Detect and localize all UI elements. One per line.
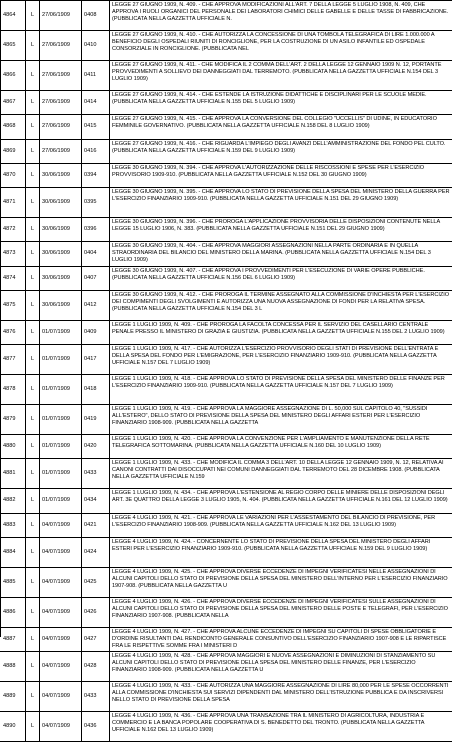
entry-description: LEGGE 4 LUGLIO 1909, N. 428. - CHE APPROVA MAGGIORI E NUOVE ASSEGNAZIONI E DIMINUZIONI DI STANZIAMENTO SU ALCUNI CAPITOLI DELLO STATO DI PREVISIONE DELLA SPESA DEL MINISTERO DELLE FINANZE, PER L'ESERCIZIO FINANZIARIO 1908-909. (PUBBLICATA NELLA GAZZETTA U [112, 653, 436, 673]
entry-code: 0395 [82, 188, 110, 217]
entry-description: LEGGE 1 LUGLIO 1909, N. 409. - CHE PROROGA LA FACOLTA CONCESSA PER IL SERVIZIO DEL CASELLARIO CENTRALE PENALE PRESSO IL MINISTERO DI GRAZIA E GIUSTIZIA. (PUBBLICATA NELLA GAZZETTA UFFICIALE N.155 DEL 2 LUGLIO 1909) [112, 321, 445, 335]
entry-number: 4878 [0, 375, 26, 404]
entry-date: 27/06/1909 [40, 1, 82, 30]
entry-code: 0396 [82, 218, 110, 241]
entry-code: 0426 [82, 598, 110, 627]
entry-number: 4880 [0, 435, 26, 458]
entry-date: 04/07/1909 [40, 682, 82, 711]
entry-date: 01/07/1909 [40, 345, 82, 374]
entry-date: 30/06/1909 [40, 188, 82, 217]
entry-type: L [26, 652, 40, 681]
entry-type: L [26, 164, 40, 187]
entry-code: 0416 [82, 140, 110, 163]
table-row [0, 140, 452, 164]
entry-type: L [26, 345, 40, 374]
entry-date: 30/06/1909 [40, 242, 82, 265]
table-row [0, 405, 452, 435]
entry-type: L [26, 321, 40, 344]
entry-description: LEGGE 30 GIUGNO 1909, N. 396. - CHE PROROGA L'APPLICAZIONE PROVVISORIA DELLE DISPOSIZIONI CONTENUTE NELLA LEGGE 15 LUGLIO 1906, N. 383. (PUBBLICATA NELLA GAZZETTA UFFICIALE N.151 DEL 29 GIUGNO 1909) [112, 219, 440, 232]
table-row [0, 345, 452, 375]
table-row [0, 1, 452, 31]
entry-type: L [26, 115, 40, 138]
entry-type: L [26, 291, 40, 320]
table-row [0, 652, 452, 682]
table-row [0, 712, 452, 742]
entry-date: 01/07/1909 [40, 375, 82, 404]
entry-number: 4889 [0, 682, 26, 711]
entry-code: 0415 [82, 115, 110, 138]
entry-code: 0414 [82, 91, 110, 114]
entry-date: 30/06/1909 [40, 267, 82, 290]
entry-number: 4882 [0, 489, 26, 512]
entry-type: L [26, 242, 40, 265]
entry-number: 4879 [0, 405, 26, 434]
entry-type: L [26, 712, 40, 741]
table-row [0, 115, 452, 139]
entry-number: 4868 [0, 115, 26, 138]
table-row [0, 267, 452, 291]
entry-date: 30/06/1909 [40, 291, 82, 320]
table-body [0, 1, 452, 742]
entry-date: 27/06/1909 [40, 115, 82, 138]
table-row [0, 435, 452, 459]
entry-description: LEGGE 27 GIUGNO 1909, N. 414. - CHE ESTENDE LA ISTRUZIONE DIDATTICHE E DISCIPLINARI PER LE SCUOLE MEDIE. (PUBBLICATA NELLA GAZZETTA UFFICIALE N.155 DEL 5 LUGLIO 1909) [112, 92, 427, 105]
entry-number: 4877 [0, 345, 26, 374]
entry-description: LEGGE 27 GIUGNO 1909, N. 409. - CHE APPROVA MODIFICAZIONI ALL'ART. 7 DELLA LEGGE 5 LUGLIO 1908, N. 409, CHE APPROVA I RUOLI ORGANICI DEL PERSONALE DEI LABORATORI CHIMICI DELLE GABELLE E DELLE TASSE DI FABBRICAZIONE. (PUBBLICATA NELLA GAZZETTA UFFICIALE N. [112, 2, 449, 22]
entry-description: LEGGE 1 LUGLIO 1909, N. 420. - CHE APPROVA LA CONVENZIONE PER L'AMPLIAMENTO E MANUTENZIONE DELLA RETE TELEGRAFICA SOTTOMARINA. (PUBBLICATA NELLA GAZZETTA UFFICIALE N.160 DEL 10 LUGLIO 1909) [112, 436, 430, 449]
entry-code: 0433 [82, 682, 110, 711]
entry-code: 0433 [82, 459, 110, 488]
entry-date: 04/07/1909 [40, 652, 82, 681]
entry-number: 4869 [0, 140, 26, 163]
table-row [0, 188, 452, 218]
entry-description: LEGGE 27 GIUGNO 1909, N. 411. - CHE MODIFICA IL 2 COMMA DELL'ART. 2 DELLA LEGGE 12 GENNAIO 1909 N. 12, PORTANTE PROVVEDIMENTI A SOLLIEVO DEI DANNEGGIATI DAL TERREMOTO. (PUBBLICATA NELLA GAZZETTA UFFICIALE N.154 DEL 3 LUGLIO 1909) [112, 62, 442, 82]
entry-description: LEGGE 30 GIUGNO 1909, N. 404. - CHE APPROVA MAGGIORI ASSEGNAZIONI NELLA PARTE ORDINARIA E IN QUELLA STRAORDINARIA DEL BILANCIO DEL MINISTERO DELLA MARINA. (PUBBLICATA NELLA GAZZETTA UFFICIALE N.154 DEL 3 LUGLIO 1909) [112, 243, 431, 264]
entry-description: LEGGE 4 LUGLIO 1909, N. 427. - CHE APPROVA ALCUNE ECCEDENZE DI IMPEGNI SU CAPITOLI DI SPESE OBBLIGATORIE E D'ORDINE RISULTANTI DAL RENDICONTO GENERALE CONSUNTIVO DELL'ESERCIZIO FINANZIARIO 1907-908 E LE RIPARTISCE FRA LE RISPETTIVE SOMME FRA I MINISTERI D [112, 628, 447, 649]
entry-number: 4870 [0, 164, 26, 187]
entry-date: 04/07/1909 [40, 598, 82, 627]
entry-code: 0418 [82, 375, 110, 404]
entry-number: 4873 [0, 242, 26, 265]
entry-description: LEGGE 4 LUGLIO 1909, N. 426. - CHE APPROVA DIVERSE ECCEDENZE DI IMPEGNI VERIFICATESI SULLE ASSEGNAZIONI DI ALCUNI CAPITOLI DELLO STATO DI PREVISIONE DELLA SPESA DEL MINISTERO DELLE POSTE E TELEGRAFI, PER L'ESERCIZIO FINANZIARIO 1907-908. (PUBBLICATA NELLA [112, 598, 448, 619]
entry-number: 4874 [0, 267, 26, 290]
entry-date: 04/07/1909 [40, 628, 82, 651]
entry-number: 4876 [0, 321, 26, 344]
entry-number: 4884 [0, 538, 26, 567]
entry-type: L [26, 91, 40, 114]
entry-type: L [26, 218, 40, 241]
entry-description: LEGGE 27 GIUGNO 1909, N. 410. - CHE AUTORIZZA LA CONCESSIONE DI UNA TOMBOLA TELEGRAFICA DI LIRE 1.000.000 A BENEFICIO DEGLI OSPEDALI RIUNITI DI RONCIGLIONE, PER LA COSTRUZIONE DI UN ASILO INFANTILE ED OSPEDALE CONSORZIALE IN RONCIGLIONE. (PUBBLICATA NEL [112, 32, 435, 52]
table-row [0, 321, 452, 345]
table-row [0, 164, 452, 188]
entry-date: 30/06/1909 [40, 218, 82, 241]
entry-type: L [26, 1, 40, 30]
entry-code: 0434 [82, 489, 110, 512]
entry-code: 0411 [82, 61, 110, 90]
entry-description: LEGGE 1 LUGLIO 1909, N. 434. - CHE APPROVA L'ESTENSIONE AL REGIO CORPO DELLE MINIERE DELLE DISPOSIZIONI DEGLI ART. 3E QUATTRO DELLA LEGGE 3 LUGLIO 1905, N. 404. (PUBBLICATA NELLA GAZZETTA UFFICIALE N.161 DEL 12 LUGLIO 1909) [112, 490, 448, 504]
entry-type: L [26, 405, 40, 434]
entry-type: L [26, 598, 40, 627]
entry-description: LEGGE 4 LUGLIO 1909, N. 433. - CHE AUTORIZZA UNA MAGGIORE ASSEGNAZIONE DI LIRE 80,000 PER LE SPESE OCCORRENTI ALLA COMMISSIONE D'INCHIESTA SUI SERVIZI DIPENDENTI DAL MINISTERO DELL'ISTRUZIONE PUBBLICA E DA INSCRIVERSI NELLO STATO DI PREVISIONE DELLA SPESA [112, 683, 449, 703]
entry-description: LEGGE 4 LUGLIO 1909, N. 436. - CHE APPROVA UNA TRANSAZIONE TRA IL MINISTERO DI AGRICOLTURA, INDUSTRIA E COMMERCIO E LA BANCA POPOLARE COOPERATIVA DI S. BENEDETTO DEL TRONTO. (PUBBLICATA NELLA GAZZETTA UFFICIALE N.162 DEL 13 LUGLIO 1909) [112, 713, 425, 733]
entry-description: LEGGE 27 GIUGNO 1909, N. 415. - CHE APPROVA LA CONVERSIONE DEL COLLEGIO "UCCELLIS" DI UDINE, IN EDUCATORIO FEMMINILE GOVERNATIVO. (PUBBLICATA NELLA GAZZETTA UFFICIALE N.158 DEL 8 LUGLIO 1909) [112, 116, 437, 130]
entry-description: LEGGE 1 LUGLIO 1909, N. 417. - CHE AUTORIZZA L'ESERCIZIO PROVVISORIO DEGLI STATI DI PREVISIONE DELL'ENTRATA E DELLA SPESA DEL FONDO PER L'EMIGRAZIONE, PER L'ESERCIZIO FINANZIARIO 1909-910. (PUBBLICATA NELLA GAZZETTA UFFICIALE N.157 DEL 7 LUGLIO 1909) [112, 346, 439, 366]
entry-number: 4864 [0, 1, 26, 30]
table-row [0, 218, 452, 242]
entry-code: 0419 [82, 405, 110, 434]
entry-code: 0421 [82, 514, 110, 537]
entry-date: 01/07/1909 [40, 459, 82, 488]
entry-date: 27/06/1909 [40, 31, 82, 60]
entry-type: L [26, 140, 40, 163]
entry-type: L [26, 375, 40, 404]
entry-number: 4885 [0, 568, 26, 597]
entry-type: L [26, 628, 40, 651]
entry-date: 01/07/1909 [40, 435, 82, 458]
entry-date: 27/06/1909 [40, 61, 82, 90]
table-row [0, 242, 452, 266]
entry-type: L [26, 538, 40, 567]
entry-code: 0425 [82, 568, 110, 597]
entry-description: LEGGE 30 GIUGNO 1909, N. 394. - CHE APPROVA L'AUTORIZZAZIONE DELLE RISCOSSIONI E SPESE PER L'ESERCIZIO PROVVISORIO 1909-910. (PUBBLICATA NELLA GAZZETTA UFFICIALE N.152 DEL 30 GIUGNO 1909) [112, 164, 425, 178]
table-row [0, 61, 452, 91]
table-row [0, 91, 452, 115]
entry-number: 4883 [0, 514, 26, 537]
entry-number: 4890 [0, 712, 26, 741]
entry-code: 0410 [82, 31, 110, 60]
table-row [0, 375, 452, 405]
entry-number: 4888 [0, 652, 26, 681]
table-row [0, 682, 452, 712]
entry-date: 30/06/1909 [40, 164, 82, 187]
entry-description: LEGGE 30 GIUGNO 1909, N. 407. - CHE APPROVA I PROVVEDIMENTI PER L'ESECUZIONE DI VARIE OPERE PUBBLICHE. (PUBBLICATA NELLA GAZZETTA UFFICIALE N.156 DEL 6 LUGLIO 1909) [112, 267, 425, 281]
entry-number: 4881 [0, 459, 26, 488]
entry-date: 04/07/1909 [40, 514, 82, 537]
entry-date: 04/07/1909 [40, 568, 82, 597]
entry-type: L [26, 459, 40, 488]
table-row [0, 628, 452, 652]
entry-date: 27/06/1909 [40, 91, 82, 114]
table-row [0, 489, 452, 513]
entry-description: LEGGE 1 LUGLIO 1909, N. 419. - CHE APPROVA LA MAGGIORE ASSEGNAZIONE DI L. 50,000 SUL CAPITOLO 40, "SUSSIDI ALL'ESTERO", DELLO STATO DI PREVISIONE DELLA SPESA DEL MINISTERO DEGLI AFFARI ESTERI PER L'ESERCIZIO FINANZIARIO 1908-909. (PUBBLICATA NELLA GAZZETTA [112, 406, 428, 426]
entry-date: 04/07/1909 [40, 712, 82, 741]
entry-type: L [26, 568, 40, 597]
table-row [0, 31, 452, 61]
entry-description: LEGGE 4 LUGLIO 1909, N. 425. - CHE APPROVA DIVERSE ECCEDENZE DI IMPEGNI VERIFICATESI NELLE ASSEGNAZIONI DI ALCUNI CAPITOLI DELLO STATO DI PREVISIONE DELLA SPESA DEL MINISTERO DELL'INTERNO PER L'ESERCIZIO FINANZIARIO 1907-908. (PUBBLICATA NELLA GAZZETTA U [112, 568, 448, 589]
entry-type: L [26, 514, 40, 537]
entry-type: L [26, 188, 40, 217]
entry-number: 4872 [0, 218, 26, 241]
entry-code: 0420 [82, 435, 110, 458]
entry-code: 0394 [82, 164, 110, 187]
entry-number: 4865 [0, 31, 26, 60]
entry-description: LEGGE 4 LUGLIO 1909, N. 421. - CHE APPROVA LE VARIAZIONI PER L'ASSESTAMENTO DEL BILANCIO DI PREVISIONE, PER L'ESERCIZIO FINANZIARIO 1908-909. (PUBBLICATA NELLA GAZZETTA UFFICIALE N.162 DEL 13 LUGLIO 1909) [112, 514, 436, 528]
entry-date: 04/07/1909 [40, 538, 82, 567]
table-row [0, 598, 452, 628]
entry-number: 4886 [0, 598, 26, 627]
entry-description: LEGGE 30 GIUGNO 1909, N. 395. - CHE APPROVA LO STATO DI PREVISIONE DELLA SPESA DEL MINISTERO DELLA GUERRA PER L'ESERCIZIO FINANZIARIO 1909-910. (PUBBLICATA NELLA GAZZETTA UFFICIALE N.151 DEL 29 GIUGNO 1909) [112, 189, 450, 202]
entry-date: 01/07/1909 [40, 321, 82, 344]
entry-date: 01/07/1909 [40, 489, 82, 512]
entry-code: 0427 [82, 628, 110, 651]
entry-number: 4867 [0, 91, 26, 114]
entry-type: L [26, 31, 40, 60]
entry-type: L [26, 682, 40, 711]
table-row [0, 514, 452, 538]
table-row [0, 568, 452, 598]
entry-code: 0407 [82, 267, 110, 290]
entry-type: L [26, 267, 40, 290]
entry-number: 4871 [0, 188, 26, 217]
entry-description: LEGGE 4 LUGLIO 1909, N. 424. - CONCERNENTE LO STATO DI PREVISIONE DELLA SPESA DEL MINISTERO DEGLI AFFARI ESTERI PER L'ESERCIZIO FINANZIARIO 1909-910. (PUBBLICATA NELLA GAZZETTA UFFICIALE N.159 DEL 9 LUGLIO 1909) [112, 538, 431, 552]
entry-description: LEGGE 1 LUGLIO 1909, N. 433. - CHE MODIFICA IL COMMA 3 DELL'ART. 10 DELLA LEGGE 12 GENNAIO 1909, N. 12, RELATIVA AI CANONI CONTRATTI DAI DISOCCUPATI NEI COMUNI DANNEGGIATI DAL TERREMOTO DEL 28 DICEMBRE 1908. (PUBBLICATA NELLA GAZZETTA UFFICIALE N.159 [112, 460, 444, 481]
entry-number: 4887 [0, 628, 26, 651]
table-row [0, 459, 452, 489]
entry-code: 0412 [82, 291, 110, 320]
entry-code: 0428 [82, 652, 110, 681]
entry-description: LEGGE 30 GIUGNO 1909, N. 412. - CHE PROROGA IL TERMINE ASSEGNATO ALLA COMMISSIONE D'INCHIESTA PER L'ESERCIZIO DEI COMPIMENTI DEGLI SVOLGIMENTI E AUTORIZZA UNA NUOVA ASSEGNAZIONE DI FONDI PER LA RELATIVA SPESA. (PUBBLICATA NELLA GAZZETTA UFFICIALE N.154 DEL 3 L [112, 291, 450, 312]
entry-code: 0404 [82, 242, 110, 265]
table-row [0, 291, 452, 321]
entry-code: 0424 [82, 538, 110, 567]
entry-date: 01/07/1909 [40, 405, 82, 434]
entry-description: LEGGE 1 LUGLIO 1909, N. 418. - CHE APPROVA LO STATO DI PREVISIONE DELLA SPESA DEL MINISTERO DELLE FINANZE PER L'ESERCIZIO FINANZIARIO 1909-910. (PUBBLICATA NELLA GAZZETTA UFFICIALE N.157 DEL 7 LUGLIO 1909) [112, 376, 445, 389]
entry-description: LEGGE 27 GIUGNO 1909, N. 416. - CHE RIGUARDA L'IMPIEGO DEGLI AVANZI DELL'AMMINISTRAZIONE DEL FONDO PEL CULTO. (PUBBLICATA NELLA GAZZETTA UFFICIALE N.159 DEL 9 LUGLIO 1909) [112, 140, 446, 154]
entry-code: 0408 [82, 1, 110, 30]
entry-number: 4875 [0, 291, 26, 320]
entry-code: 0409 [82, 321, 110, 344]
entry-type: L [26, 61, 40, 90]
entry-type: L [26, 489, 40, 512]
table-row [0, 538, 452, 568]
entry-type: L [26, 435, 40, 458]
entry-code: 0417 [82, 345, 110, 374]
entry-code: 0436 [82, 712, 110, 741]
entry-number: 4866 [0, 61, 26, 90]
entry-date: 27/06/1909 [40, 140, 82, 163]
